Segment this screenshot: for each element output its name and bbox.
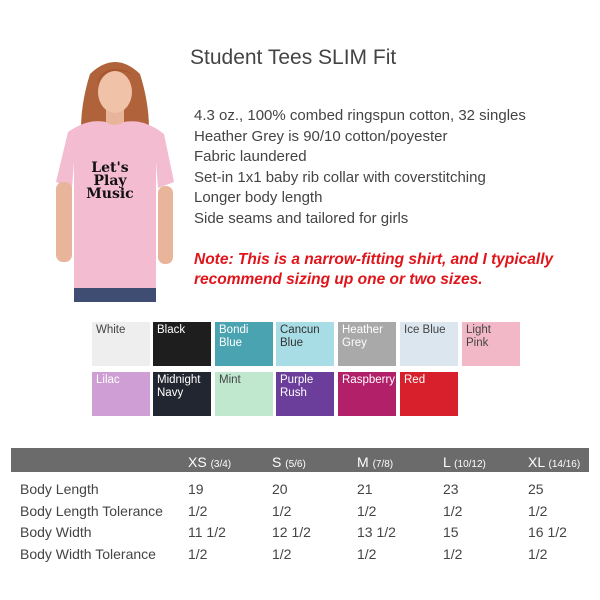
feature-list [194, 106, 526, 229]
table-cell: 19 [188, 481, 204, 497]
row-label: Body Width Tolerance [20, 546, 156, 562]
size-column-header [443, 454, 486, 470]
color-swatch[interactable] [400, 322, 458, 366]
table-cell: 1/2 [357, 503, 377, 519]
color-swatch[interactable] [153, 322, 211, 366]
size-column-header [272, 454, 306, 470]
table-cell: 1/2 [188, 503, 208, 519]
row-label: Body Length [20, 481, 99, 497]
color-swatch[interactable] [153, 372, 211, 416]
size-name: XL [528, 454, 545, 470]
color-swatch[interactable] [215, 322, 273, 366]
color-swatch[interactable] [215, 372, 273, 416]
table-cell: 15 [443, 524, 459, 540]
table-cell: 13 1/2 [357, 524, 396, 540]
shirt-print-line3: Music [86, 186, 134, 202]
feature-item: Longer body length [194, 189, 323, 206]
shirt-print [78, 162, 142, 201]
swatch-label-line2: Grey [342, 337, 367, 349]
size-name: L [443, 454, 451, 470]
swatch-label: Ice Blue [404, 324, 446, 336]
table-cell: 12 1/2 [272, 524, 311, 540]
color-swatch[interactable] [400, 372, 458, 416]
size-column-header [188, 454, 231, 470]
table-cell: 1/2 [188, 546, 208, 562]
size-range: (5/6) [285, 459, 306, 470]
table-cell: 1/2 [357, 546, 377, 562]
shirt-print-line2: Play [93, 173, 127, 189]
swatch-label-line2: Blue [280, 337, 304, 349]
swatch-label: Heather [342, 324, 383, 336]
table-cell: 1/2 [528, 503, 548, 519]
size-column-header [357, 454, 393, 470]
table-cell: 16 1/2 [528, 524, 567, 540]
feature-item: Side seams and tailored for girls [194, 209, 409, 227]
swatch-label-line2: Rush [280, 387, 307, 399]
table-cell: 1/2 [443, 546, 463, 562]
feature-item: Heather Grey is 90/10 cotton/poyester [194, 127, 448, 145]
swatch-label: Red [404, 374, 426, 386]
table-cell: 11 1/2 [188, 524, 226, 540]
size-range: (14/16) [548, 459, 581, 470]
table-cell: 1/2 [272, 546, 292, 562]
swatch-label: Cancun [280, 324, 320, 336]
size-column-header [528, 454, 580, 470]
swatch-label: Black [157, 324, 186, 336]
size-range: (3/4) [210, 459, 232, 470]
swatch-label-line2: Blue [219, 337, 243, 349]
size-name: M [357, 454, 369, 470]
swatch-label-line2: Navy [157, 387, 184, 399]
size-range: (10/12) [454, 459, 486, 470]
swatch-label: Bondi [219, 324, 249, 336]
table-cell: 20 [272, 481, 288, 497]
table-cell: 1/2 [272, 503, 292, 519]
table-cell: 25 [528, 481, 544, 497]
row-label: Body Width [20, 524, 92, 540]
shirt-print-line1: Let's [91, 160, 129, 176]
swatch-label: Raspberry [342, 374, 396, 386]
table-cell: 1/2 [528, 546, 548, 562]
size-range: (7/8) [372, 459, 394, 470]
size-name: XS [188, 454, 207, 470]
row-label: Body Length Tolerance [20, 503, 163, 519]
swatch-label: Light Pink [466, 324, 491, 349]
swatch-label: Mint [219, 374, 241, 386]
size-name: S [272, 454, 282, 470]
color-swatch[interactable] [462, 322, 520, 366]
table-cell: 1/2 [443, 503, 463, 519]
swatch-label: Purple [280, 374, 314, 386]
color-swatch[interactable] [338, 322, 396, 366]
swatch-label: Midnight [157, 374, 201, 386]
color-swatch[interactable] [338, 372, 396, 416]
color-swatch[interactable] [92, 322, 150, 366]
feature-item: Fabric laundered [194, 148, 307, 165]
color-swatch[interactable] [276, 372, 334, 416]
table-cell: 21 [357, 481, 373, 497]
color-swatch[interactable] [92, 372, 150, 416]
product-title: Student Tees SLIM Fit [190, 46, 397, 69]
feature-item: 4.3 oz., 100% combed ringspun cotton, 32 singles [194, 107, 526, 124]
product-photo [40, 52, 190, 302]
table-cell: 23 [443, 481, 459, 497]
feature-item: Set-in 1x1 baby rib collar with coverstitching [194, 168, 486, 186]
color-swatch[interactable] [276, 322, 334, 366]
sizing-note: Note: This is a narrow-fitting shirt, and I typically recommend sizing up one or two sizes. [194, 251, 554, 288]
swatch-label: White [96, 324, 126, 336]
swatch-label: Lilac [96, 374, 120, 386]
